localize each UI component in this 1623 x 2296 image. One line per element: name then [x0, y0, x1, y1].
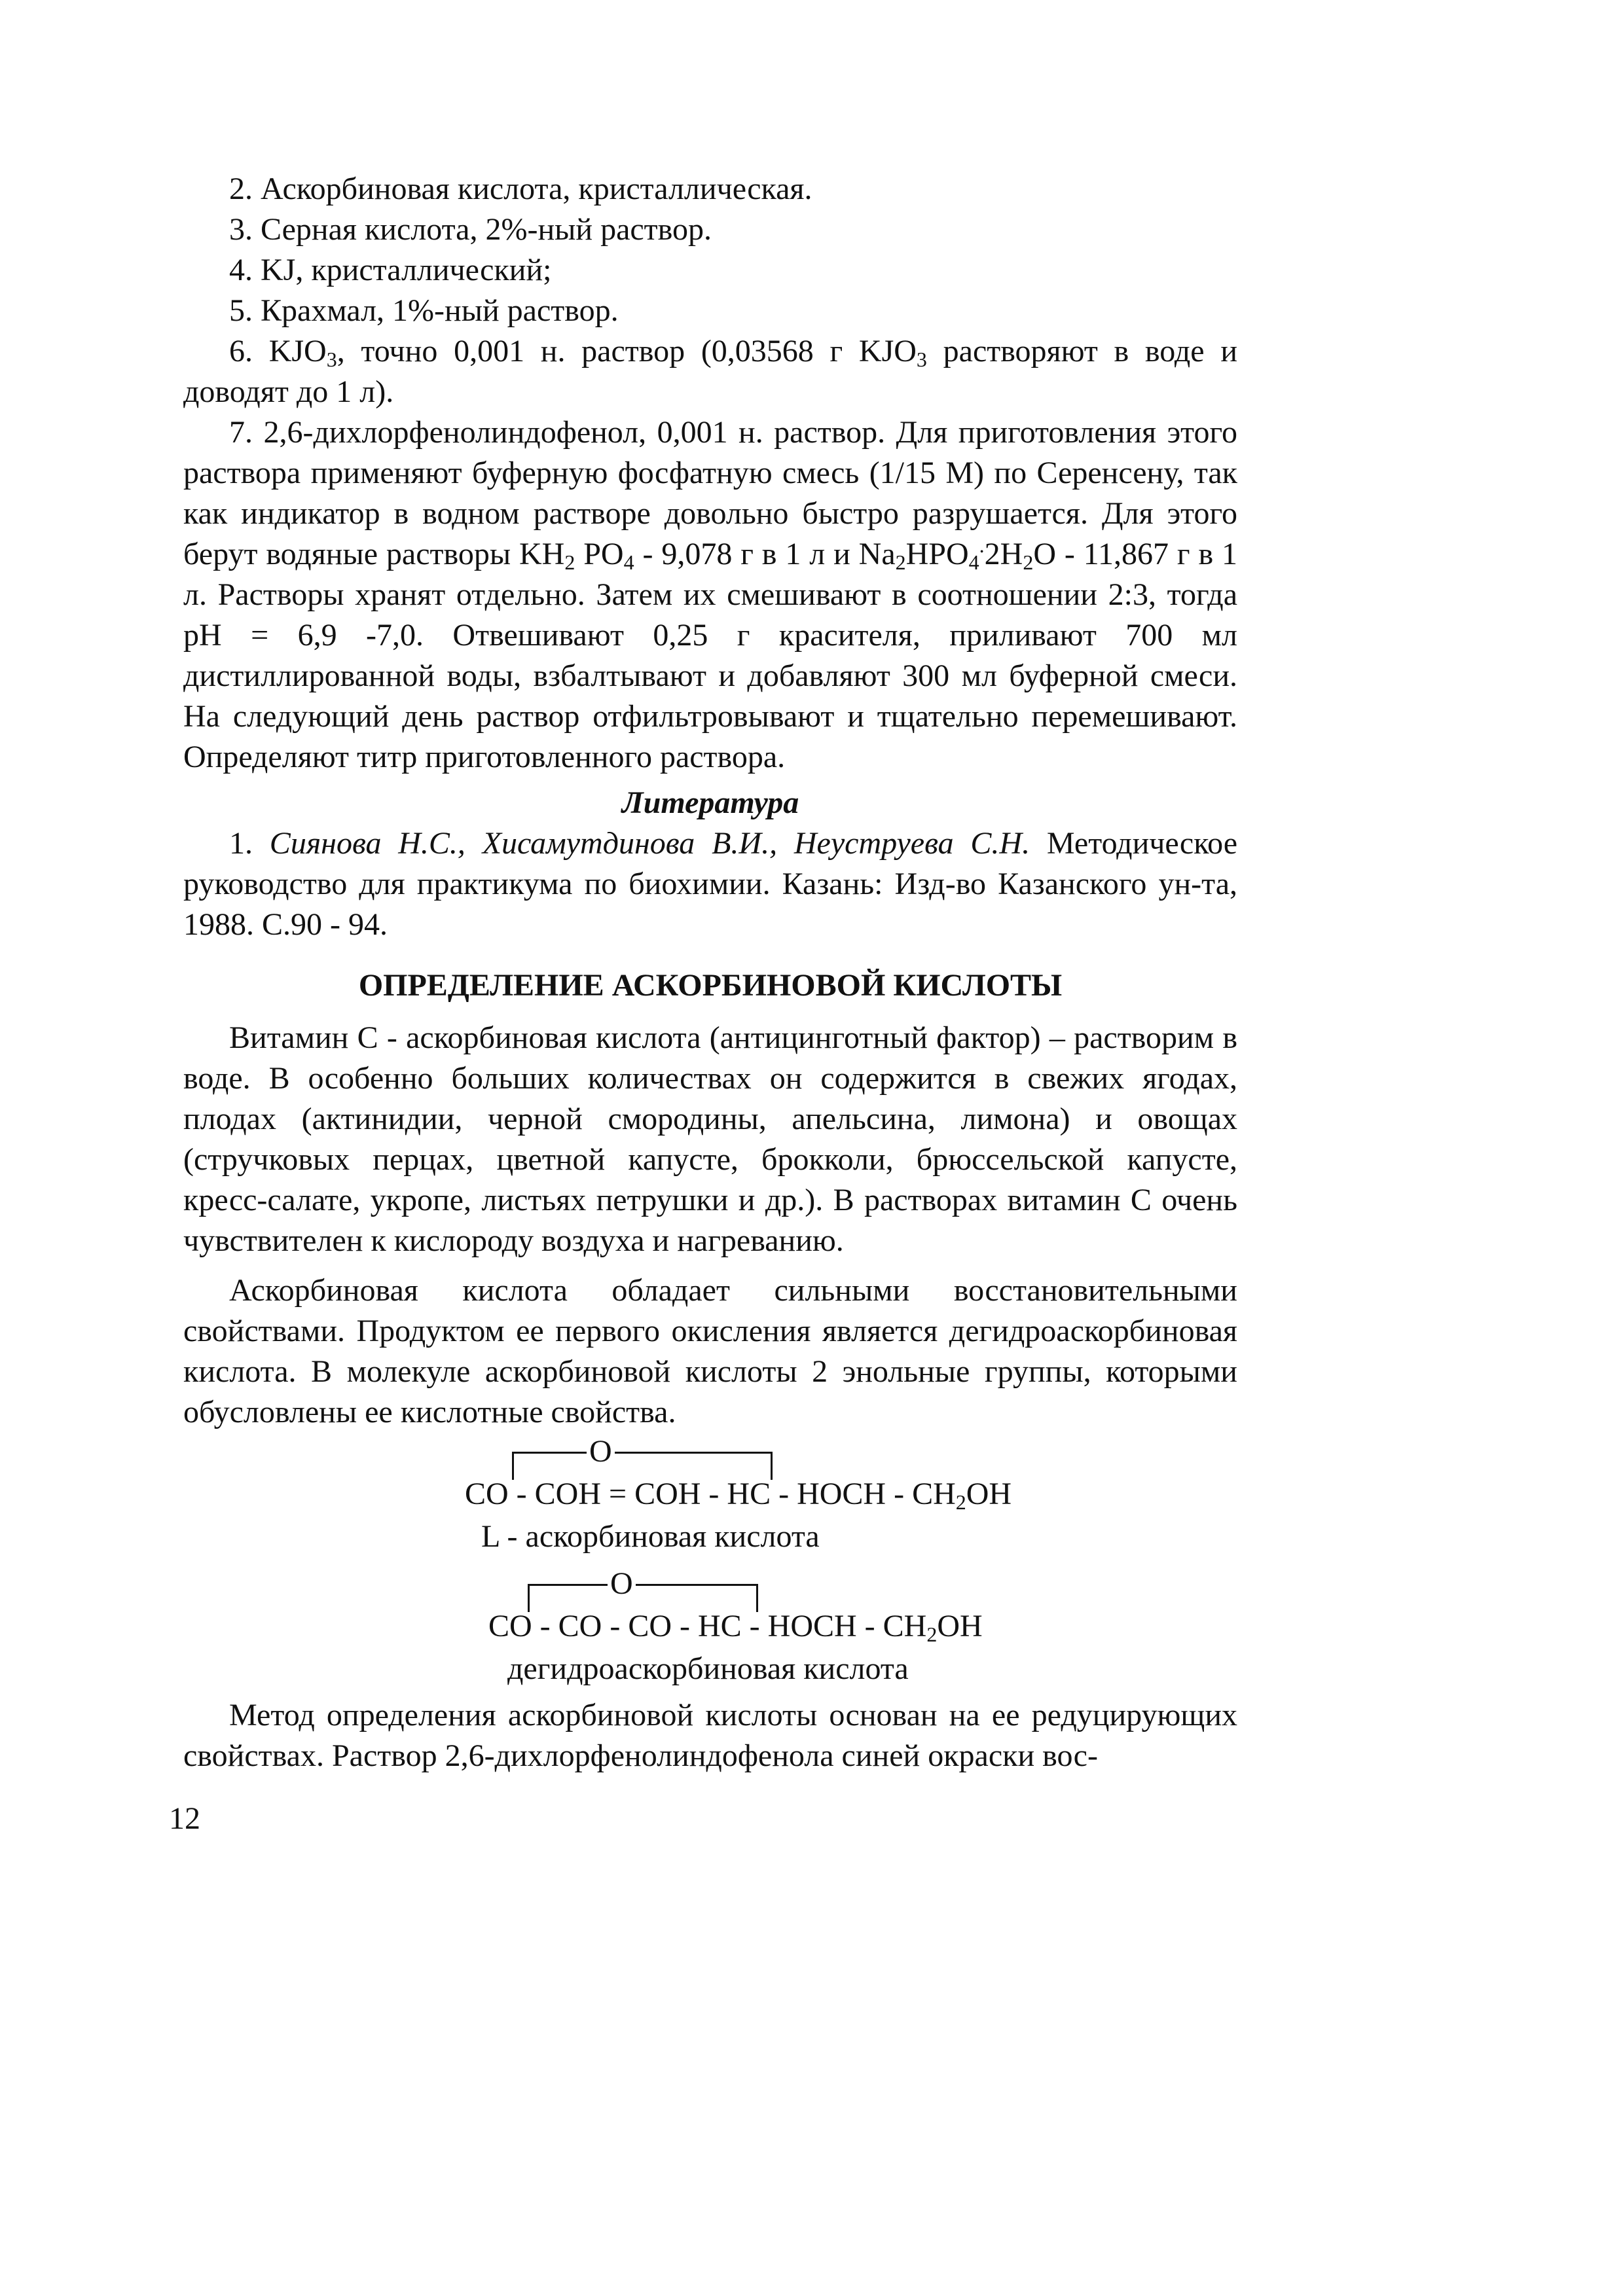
section-heading: ОПРЕДЕЛЕНИЕ АСКОРБИНОВОЙ КИСЛОТЫ: [358, 968, 1063, 1003]
list-item: 3. Серная кислота, 2%-ный раствор.: [229, 212, 712, 247]
reagent-list: [183, 169, 1237, 778]
formula-caption: дегидроаскорбиновая кислота: [507, 1651, 909, 1686]
list-item: 6. $KJO_3$, точно 0,001 н. раствор (0,03568 г $KJO_3$ растворяют в воде и доводят до 1 л).: [183, 334, 1237, 409]
list-item: 4. KJ, кристаллический;: [229, 253, 552, 287]
literature-reference: 1. Сиянова Н.С., Хисамутдинова В.И., Неуструева С.Н. Методическое руководство для практикума по биохимии. Казань: Изд-во Казанского ун-та, 1988. С.90 - 94.: [183, 826, 1238, 942]
list-item: 5. Крахмал, 1%-ный раствор.: [229, 293, 619, 328]
formula-caption: L - аскорбиновая кислота: [481, 1519, 820, 1554]
oxygen-label: O: [608, 1568, 636, 1600]
ascorbic-section: [183, 965, 1237, 1433]
paragraph: Метод определения аскорбиновой кислоты основан на ее редуцирующих свойствах. Раствор 2,6-дихлорфенолиндофенола синей окраски вос-: [183, 1698, 1237, 1773]
page-number: 12: [169, 1801, 200, 1836]
oxygen-label: O: [587, 1436, 615, 1467]
formula-dehydroascorbic: CO - CO - CO - HC - HOCH - $CH_2OH$: [488, 1609, 983, 1646]
formula-ascorbic: CO - COH = COH - HC - HOCH - $CH_2OH$: [465, 1477, 1012, 1514]
method-section: [183, 1695, 1237, 1776]
literature-section: [183, 783, 1237, 945]
list-item: 2. Аскорбиновая кислота, кристаллическая.: [229, 171, 812, 206]
list-item: 7. 2,6-дихлорфенолиндофенол, 0,001 н. раствор. Для приготовления этого раствора применяют буферную фосфатную смесь (1/15 М) по Серенсену, так как индикатор в водном растворе довольно быстро разрушается. Для этого берут водяные растворы $KH_2$ $PO_4 - 9,078$ г в 1 л и $Na_2HPO_4^.2H_2O - 11,867$ г в 1 л. Растворы хранят отдельно. Затем их смешивают в соотношении 2:3, тогда pH = 6,9 -7,0. Отвешивают 0,25 г красителя, приливают 700 мл дистиллированной воды, взбалтывают и добавляют 300 мл буферной смеси. На следующий день раствор отфильтровывают и тщательно перемешивают. Определяют титр приготовленного раствора.: [183, 415, 1238, 774]
paragraph: Витамин С - аскорбиновая кислота (антицинготный фактор) – растворим в воде. В особенно больших количествах он содержится в свежих ягодах, плодах (актинидии, черной смородины, апельсина, лимона) и овощах (стручковых перцах, цветной капусте, брокколи, брюссельской капусте, кресс-салате, укропе, листьях петрушки и др.). В растворах витамин С очень чувствителен к кислороду воздуха и нагреванию.: [183, 1020, 1237, 1258]
paragraph: Аскорбиновая кислота обладает сильными восстановительными свойствами. Продуктом ее первого окисления является дегидроаскорбиновая кислота. В молекуле аскорбиновой кислоты 2 энольные группы, которыми обусловлены ее кислотные свойства.: [183, 1273, 1237, 1429]
literature-heading: Литература: [621, 785, 799, 820]
